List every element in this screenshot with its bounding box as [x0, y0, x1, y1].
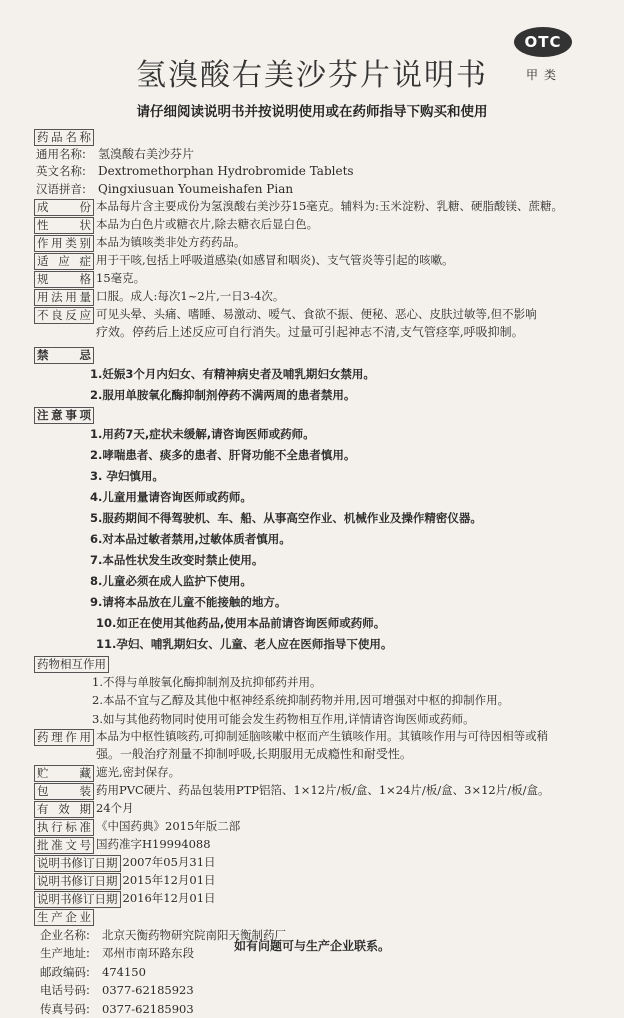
- approval-row: 批准文号 国药准字H19994088: [34, 836, 600, 854]
- list-item: 10.如正在使用其他药品,使用本品前请咨询医师或药师。: [96, 615, 386, 630]
- company-zip: 474150: [102, 964, 146, 979]
- pharmacology-row: 药理作用 本品为中枢性镇咳药,可抑制延脑咳嗽中枢而产生镇咳作用。其镇咳作用与可待因相等或稍: [34, 728, 600, 746]
- leaflet-content: [34, 128, 600, 1018]
- standard-value: 《中国药典》2015年版二部: [96, 818, 241, 833]
- list-item: 2.哮喘患者、痰多的患者、肝肾功能不全患者慎用。: [90, 447, 356, 462]
- spec-row: 规 格 15毫克。: [34, 270, 600, 288]
- precautions-list: [34, 424, 600, 655]
- revision-row: 说明书修订日期 2016年12月01日: [34, 890, 600, 908]
- company-name: 北京天衡药物研究院南阳天衡制药厂: [102, 927, 286, 942]
- interactions-list: [34, 673, 600, 729]
- list-item: 1.用药7天,症状未缓解,请咨询医师或药师。: [90, 426, 315, 441]
- revision-row: 说明书修订日期 2007年05月31日: [34, 854, 600, 872]
- otc-class-label: 甲类: [526, 68, 563, 82]
- composition-row: 成 份 本品每片含主要成份为氢溴酸右美沙芬15毫克。辅料为:玉米淀粉、乳糖、硬脂酸镁、蔗糖。: [34, 198, 600, 216]
- standard-row: 执行标准 《中国药典》2015年版二部: [34, 818, 600, 836]
- adverse-value-2: 疗效。停药后上述反应可自行消失。过量可引起神志不清,支气管痉挛,呼吸抑制。: [96, 325, 524, 340]
- dosage-value: 口服。成人:每次1~2片,一日3-4次。: [96, 289, 285, 304]
- list-item: 5.服药期间不得驾驶机、车、船、从事高空作业、机械作业及操作精密仪器。: [90, 510, 482, 525]
- pinyin-name: Qingxiusuan Youmeishafen Pian: [98, 181, 294, 196]
- contraindications-list: [34, 364, 600, 406]
- list-item: 3.如与其他药物同时使用可能会发生药物相互作用,详情请咨询医师或药师。: [92, 711, 475, 726]
- page-subtitle: 请仔细阅读说明书并按说明使用或在药师指导下购买和使用: [136, 104, 488, 120]
- adverse-row: 不良反应 可见头晕、头痛、嗜睡、易激动、嗳气、食欲不振、便秘、恶心、皮肤过敏等,但不影响: [34, 306, 600, 324]
- list-item: 8.儿童必须在成人监护下使用。: [90, 573, 252, 588]
- storage-row: 贮 藏 遮光,密封保存。: [34, 764, 600, 782]
- list-item: 9.请将本品放在儿童不能接触的地方。: [90, 594, 287, 609]
- validity-value: 24个月: [96, 800, 134, 815]
- precautions-label: 注意事项: [34, 407, 94, 424]
- manufacturer-label: 生产企业: [34, 909, 94, 926]
- appearance-value: 本品为白色片或糖衣片,除去糖衣后显白色。: [96, 217, 319, 232]
- revision-date: 2007年05月31日: [122, 854, 216, 869]
- list-item: 3. 孕妇慎用。: [90, 468, 164, 483]
- list-item: 7.本品性状发生改变时禁止使用。: [90, 552, 264, 567]
- list-item: 4.儿童用量请咨询医师或药师。: [90, 489, 252, 504]
- approval-value: 国药准字H19994088: [96, 836, 211, 851]
- english-name-row: 英文名称: Dextromethorphan Hydrobromide Tablets: [36, 164, 354, 179]
- otc-badge: OTC: [514, 27, 572, 57]
- page-title: 氢溴酸右美沙芬片说明书: [136, 58, 488, 93]
- drug-name-label: 药品名称: [34, 129, 94, 146]
- company-phone: 0377-62185923: [102, 983, 194, 998]
- indications-value: 用于干咳,包括上呼吸道感染(如感冒和咽炎)、支气管炎等引起的咳嗽。: [96, 253, 454, 268]
- pharmacology-value-2: 强。一般治疗剂量不抑制呼吸,长期服用无成瘾性和耐受性。: [96, 747, 412, 762]
- composition-value: 本品每片含主要成份为氢溴酸右美沙芬15毫克。辅料为:玉米淀粉、乳糖、硬脂酸镁、蔗糖。: [96, 199, 564, 214]
- interactions-label: 药物相互作用: [34, 656, 109, 673]
- generic-name-row: 通用名称: 氢溴酸右美沙芬片: [36, 147, 195, 161]
- list-item: 1.妊娠3个月内妇女、有精神病史者及哺乳期妇女禁用。: [90, 366, 375, 381]
- english-name: Dextromethorphan Hydrobromide Tablets: [98, 164, 354, 179]
- package-row: 包 装 药用PVC硬片、药品包装用PTP铝箔、1×12片/板/盒、1×24片/板/盒、3×12片/板/盒。: [34, 782, 600, 800]
- pharmacology-value-1: 本品为中枢性镇咳药,可抑制延脑咳嗽中枢而产生镇咳作用。其镇咳作用与可待因相等或稍: [96, 729, 549, 744]
- list-item: 2.本品不宜与乙醇及其他中枢神经系统抑制药物并用,因可增强对中枢的抑制作用。: [92, 693, 510, 708]
- indications-row: 适 应 症 用于干咳,包括上呼吸道感染(如感冒和咽炎)、支气管炎等引起的咳嗽。: [34, 252, 600, 270]
- footer-note: 如有问题可与生产企业联系。: [233, 939, 390, 953]
- revision-date: 2015年12月01日: [122, 872, 216, 887]
- list-item: 2.服用单胺氧化酶抑制剂停药不满两周的患者禁用。: [90, 387, 356, 402]
- generic-name: 氢溴酸右美沙芬片: [98, 147, 195, 161]
- revision-date: 2016年12月01日: [122, 890, 216, 905]
- validity-row: 有 效 期 24个月: [34, 800, 600, 818]
- pinyin-name-row: 汉语拼音: Qingxiusuan Youmeishafen Pian: [36, 181, 294, 196]
- manufacturer-details: 企业名称: 北京天衡药物研究院南阳天衡制药厂 生产地址: 邓州市南环路东段 邮政编码: 474150 电话号码: 0377-62185923 传真号码: 0377-62185903: [40, 927, 286, 1016]
- adverse-value-1: 可见头晕、头痛、嗜睡、易激动、嗳气、食欲不振、便秘、恶心、皮肤过敏等,但不影响: [96, 307, 537, 322]
- category-row: 作用类别 本品为镇咳类非处方药药品。: [34, 234, 600, 252]
- list-item: 6.对本品过敏者禁用,过敏体质者慎用。: [90, 531, 291, 546]
- dosage-row: 用法用量 口服。成人:每次1~2片,一日3-4次。: [34, 288, 600, 306]
- list-item: 11.孕妇、哺乳期妇女、儿童、老人应在医师指导下使用。: [96, 636, 393, 651]
- company-address: 邓州市南环路东段: [102, 946, 194, 961]
- contraindications-label: 禁 忌: [34, 347, 94, 364]
- appearance-row: 性 状 本品为白色片或糖衣片,除去糖衣后显白色。: [34, 216, 600, 234]
- spec-value: 15毫克。: [96, 271, 146, 286]
- storage-value: 遮光,密封保存。: [96, 764, 181, 779]
- revision-row: 说明书修订日期 2015年12月01日: [34, 872, 600, 890]
- list-item: 1.不得与单胺氧化酶抑制剂及抗抑郁药并用。: [92, 674, 322, 689]
- package-value: 药用PVC硬片、药品包装用PTP铝箔、1×12片/板/盒、1×24片/板/盒、3×12片/板/盒。: [96, 782, 550, 797]
- company-fax: 0377-62185903: [102, 1001, 194, 1016]
- category-value: 本品为镇咳类非处方药药品。: [96, 235, 246, 250]
